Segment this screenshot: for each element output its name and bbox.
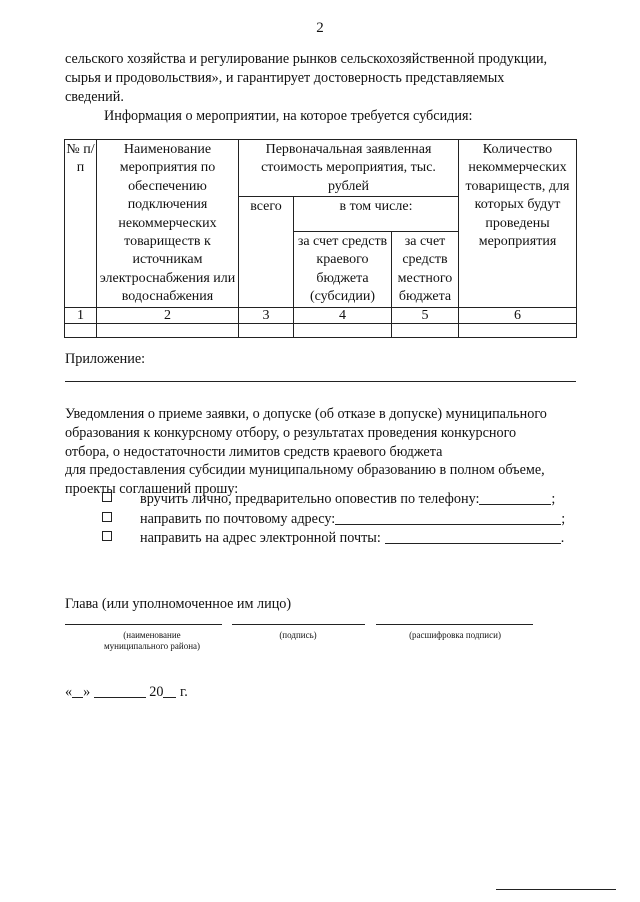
- phone-blank-field[interactable]: [479, 491, 551, 505]
- date-quote-close: »: [83, 684, 91, 700]
- notice-line: отбора, о недостаточности лимитов средств краевого бюджета: [65, 443, 443, 460]
- table-cell[interactable]: [294, 323, 392, 337]
- page-number: 2: [316, 20, 324, 36]
- name-blank-line[interactable]: [65, 624, 222, 625]
- header-name: Наименование мероприятия по обеспечению подключения некоммерческих товариществ к источникам электроснабжения или водоснабжения: [97, 140, 239, 308]
- date-quote-open: «: [65, 684, 73, 700]
- option-postal: [102, 510, 565, 529]
- header-total: всего: [239, 197, 294, 307]
- checkbox[interactable]: [102, 512, 112, 522]
- appendix-blank-line[interactable]: [65, 381, 576, 382]
- caption-name: (наименование муниципального района): [103, 630, 201, 651]
- intro-line: сельского хозяйства и регулирование рынков сельскохозяйственной продукции,: [65, 51, 548, 67]
- intro-line: сведений.: [65, 89, 124, 105]
- table-row: [65, 323, 577, 337]
- header-num: № п/п: [65, 140, 97, 308]
- header-regional: за счет средств краевого бюджета (субсидии): [294, 232, 392, 308]
- date-suffix: г.: [176, 684, 188, 700]
- column-number: 3: [239, 307, 294, 323]
- table-cell[interactable]: [97, 323, 239, 337]
- option-end: ;: [551, 491, 556, 507]
- intro-paragraph: [65, 50, 583, 107]
- table-cell[interactable]: [459, 323, 577, 337]
- caption-decoding: (расшифровка подписи): [409, 630, 501, 640]
- intro-line: сырья и продовольствия», и гарантирует достоверность представляемых: [65, 70, 505, 86]
- column-number: 2: [97, 307, 239, 323]
- signature-blank-line[interactable]: [232, 624, 365, 625]
- notice-paragraph: [65, 405, 583, 499]
- notice-line: для предоставления субсидии муниципальному образованию в полном объеме,: [65, 462, 545, 479]
- year-blank[interactable]: [163, 684, 176, 698]
- head-label: Глава (или уполномоченное им лицо): [65, 596, 292, 612]
- postal-blank-field[interactable]: [335, 511, 561, 525]
- checkbox[interactable]: [102, 492, 112, 502]
- appendix-label: Приложение:: [65, 351, 146, 367]
- month-blank[interactable]: [94, 684, 146, 698]
- column-number: 5: [392, 307, 459, 323]
- column-number: 6: [459, 307, 577, 323]
- notice-line: образования к конкурсному отбору, о результатах проведения конкурсного: [65, 424, 517, 441]
- option-label: направить на адрес электронной почты:: [140, 530, 381, 546]
- option-label: вручить лично, предварительно оповестив по телефону:: [140, 491, 480, 507]
- table-cell[interactable]: [392, 323, 459, 337]
- table-cell[interactable]: [239, 323, 294, 337]
- footer-line: [496, 889, 616, 890]
- option-in-person: [102, 490, 555, 509]
- subsidy-table: [64, 139, 577, 338]
- column-number: 4: [294, 307, 392, 323]
- caption-signature: (подпись): [279, 630, 317, 640]
- option-end: ;: [561, 511, 566, 527]
- option-end: .: [560, 530, 565, 546]
- column-number: 1: [65, 307, 97, 323]
- email-blank-field[interactable]: [385, 530, 561, 544]
- table-caption: Информация о мероприятии, на которое требуется субсидия:: [104, 108, 473, 124]
- day-blank[interactable]: [72, 684, 83, 698]
- decoding-blank-line[interactable]: [376, 624, 533, 625]
- header-count: Количество некоммерческих товариществ, для которых будут проведены мероприятия: [459, 140, 577, 308]
- checkbox[interactable]: [102, 531, 112, 541]
- header-cost: Первоначальная заявленная стоимость мероприятия, тыс. рублей: [239, 140, 459, 197]
- date-line: [65, 684, 188, 701]
- header-including: в том числе:: [294, 197, 459, 232]
- notice-line: проекты соглашений прошу:: [65, 481, 239, 498]
- notice-line: Уведомления о приеме заявки, о допуске (об отказе в допуске) муниципального: [65, 406, 547, 422]
- header-local: за счет средств местного бюджета: [392, 232, 459, 308]
- option-label: направить по почтовому адресу:: [140, 511, 336, 527]
- option-email: [102, 529, 564, 548]
- table-cell[interactable]: [65, 323, 97, 337]
- year-prefix: 20: [149, 684, 164, 700]
